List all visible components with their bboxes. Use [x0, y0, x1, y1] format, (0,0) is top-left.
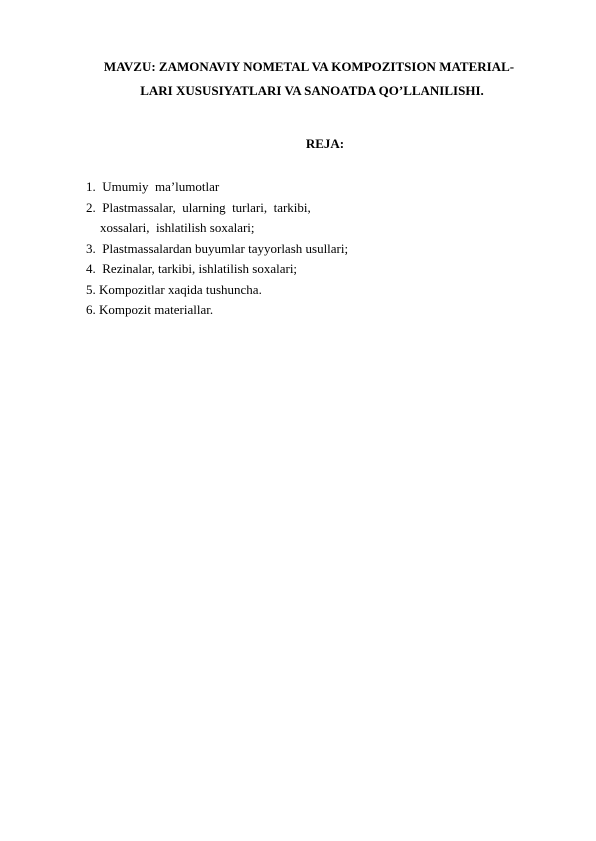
- plan-heading: REJA:: [305, 136, 345, 151]
- plan-item-5: 5. Kompozitlar xaqida tushuncha.: [86, 281, 262, 297]
- plan-item-1: 1. Umumiy ma’lumotlar: [86, 179, 220, 194]
- plan-list: [86, 177, 348, 321]
- plan-item-3: 3. Plastmassalardan buyumlar tayyorlash usullari;: [86, 240, 349, 256]
- plan-item-2: 2. Plastmassalar, ularning turlari, tarkibi,: [86, 199, 311, 215]
- document-title-line-1: MAVZU: ZAMONAVIY NOMETAL VA KOMPOZITSION MATERIAL-: [103, 59, 515, 74]
- plan-item-2-continuation: xossalari, ishlatilish soxalari;: [100, 220, 255, 235]
- plan-item-4: 4. Rezinalar, tarkibi, ishlatilish soxalari;: [86, 261, 298, 276]
- plan-item-6: 6. Kompozit materiallar.: [86, 302, 214, 317]
- document-title-line-2: LARI XUSUSIYATLARI VA SANOATDA QO’LLANILISHI.: [140, 83, 484, 98]
